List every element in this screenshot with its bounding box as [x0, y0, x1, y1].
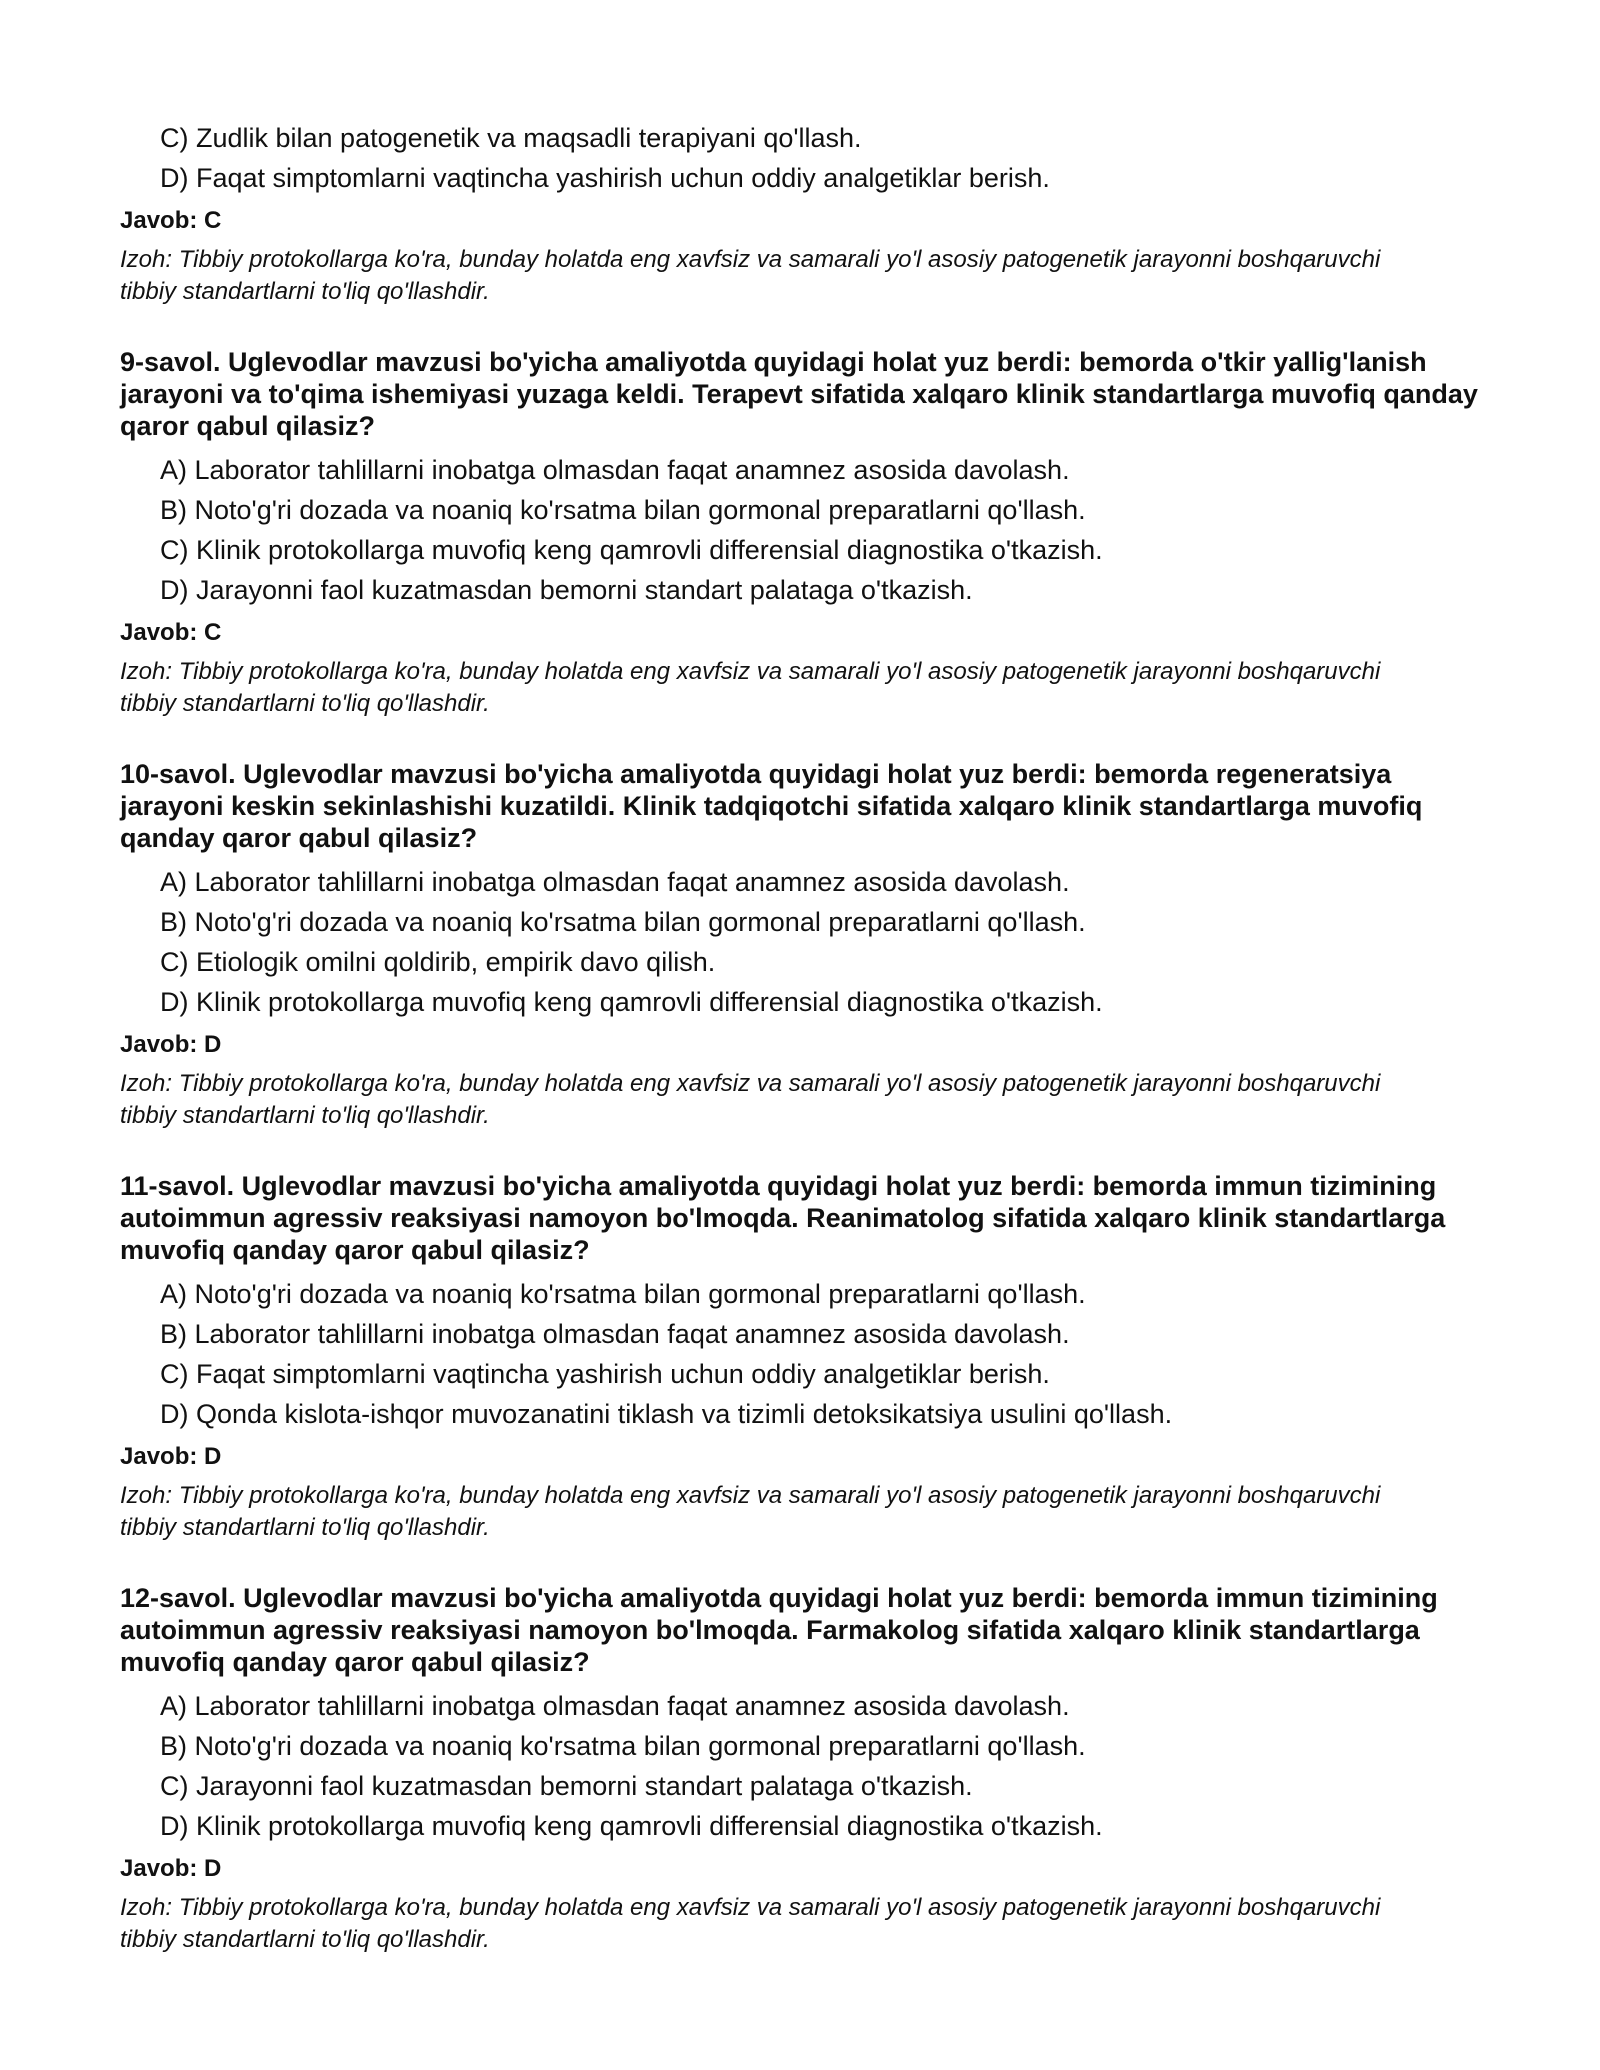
explanation-note: Izoh: Tibbiy protokollarga ko'ra, bunday holatda eng xavfsiz va samarali yo'l asosiy patogenetik jarayonni boshqaruvchi tibbiy standartlarni to'liq qo'llashdir.	[120, 1894, 1381, 1953]
option-c: C) Faqat simptomlarni vaqtincha yashirish uchun oddiy analgetiklar berish.	[160, 1359, 1050, 1389]
option-d: D) Faqat simptomlarni vaqtincha yashirish uchun oddiy analgetiklar berish.	[160, 163, 1050, 193]
option-a: A) Laborator tahlillarni inobatga olmasdan faqat anamnez asosida davolash.	[160, 1691, 1070, 1721]
option-b: B) Noto'g'ri dozada va noaniq ko'rsatma bilan gormonal preparatlarni qo'llash.	[160, 1731, 1086, 1761]
answer-label: Javob: C	[120, 207, 222, 234]
option-d: D) Jarayonni faol kuzatmasdan bemorni standart palataga o'tkazish.	[160, 575, 973, 605]
answer-label: Javob: C	[120, 619, 222, 646]
option-b: B) Noto'g'ri dozada va noaniq ko'rsatma bilan gormonal preparatlarni qo'llash.	[160, 495, 1086, 525]
answer-label: Javob: D	[120, 1443, 222, 1470]
explanation-note: Izoh: Tibbiy protokollarga ko'ra, bunday holatda eng xavfsiz va samarali yo'l asosiy patogenetik jarayonni boshqaruvchi tibbiy standartlarni to'liq qo'llashdir.	[120, 246, 1381, 305]
option-d: D) Klinik protokollarga muvofiq keng qamrovli differensial diagnostika o'tkazish.	[160, 987, 1103, 1017]
option-d: D) Qonda kislota-ishqor muvozanatini tiklash va tizimli detoksikatsiya usulini qo'llash.	[160, 1399, 1173, 1429]
carryover-block	[120, 118, 1500, 308]
explanation-note: Izoh: Tibbiy protokollarga ko'ra, bunday holatda eng xavfsiz va samarali yo'l asosiy patogenetik jarayonni boshqaruvchi tibbiy standartlarni to'liq qo'llashdir.	[120, 1070, 1381, 1129]
option-c: C) Etiologik omilni qoldirib, empirik davo qilish.	[160, 947, 716, 977]
option-a: A) Laborator tahlillarni inobatga olmasdan faqat anamnez asosida davolash.	[160, 455, 1070, 485]
question-text: 11-savol. Uglevodlar mavzusi bo'yicha amaliyotda quyidagi holat yuz berdi: bemorda immun tizimining autoimmun agressiv reaksiyasi namoyon bo'lmoqda. Reanimatolog sifatida xalqaro klinik standartlarga muvofiq qanday qaror qabul qilasiz?	[120, 1171, 1446, 1265]
question-text: 12-savol. Uglevodlar mavzusi bo'yicha amaliyotda quyidagi holat yuz berdi: bemorda immun tizimining autoimmun agressiv reaksiyasi namoyon bo'lmoqda. Farmakolog sifatida xalqaro klinik standartlarga muvofiq qanday qaror qabul qilasiz?	[120, 1583, 1438, 1677]
option-c: C) Jarayonni faol kuzatmasdan bemorni standart palataga o'tkazish.	[160, 1771, 973, 1801]
question-text: 10-savol. Uglevodlar mavzusi bo'yicha amaliyotda quyidagi holat yuz berdi: bemorda regeneratsiya jarayoni keskin sekinlashishi kuzatildi. Klinik tadqiqotchi sifatida xalqaro klinik standartlarga muvofiq qanday qaror qabul qilasiz?	[120, 759, 1423, 853]
document-page	[120, 118, 1500, 1956]
explanation-note: Izoh: Tibbiy protokollarga ko'ra, bunday holatda eng xavfsiz va samarali yo'l asosiy patogenetik jarayonni boshqaruvchi tibbiy standartlarni to'liq qo'llashdir.	[120, 1482, 1381, 1541]
option-d: D) Klinik protokollarga muvofiq keng qamrovli differensial diagnostika o'tkazish.	[160, 1811, 1103, 1841]
option-a: A) Laborator tahlillarni inobatga olmasdan faqat anamnez asosida davolash.	[160, 867, 1070, 897]
explanation-note: Izoh: Tibbiy protokollarga ko'ra, bunday holatda eng xavfsiz va samarali yo'l asosiy patogenetik jarayonni boshqaruvchi tibbiy standartlarni to'liq qo'llashdir.	[120, 658, 1381, 717]
option-c: C) Klinik protokollarga muvofiq keng qamrovli differensial diagnostika o'tkazish.	[160, 535, 1103, 565]
question-10	[120, 758, 1500, 1132]
question-11	[120, 1170, 1500, 1544]
answer-label: Javob: D	[120, 1855, 222, 1882]
question-9	[120, 346, 1500, 720]
option-b: B) Laborator tahlillarni inobatga olmasdan faqat anamnez asosida davolash.	[160, 1319, 1070, 1349]
question-text: 9-savol. Uglevodlar mavzusi bo'yicha amaliyotda quyidagi holat yuz berdi: bemorda o'tkir yallig'lanish jarayoni va to'qima ishemiyasi yuzaga keldi. Terapevt sifatida xalqaro klinik standartlarga muvofiq qanday qaror qabul qilasiz?	[120, 347, 1478, 441]
question-12	[120, 1582, 1500, 1956]
answer-label: Javob: D	[120, 1031, 222, 1058]
option-a: A) Noto'g'ri dozada va noaniq ko'rsatma bilan gormonal preparatlarni qo'llash.	[160, 1279, 1086, 1309]
option-c: C) Zudlik bilan patogenetik va maqsadli terapiyani qo'llash.	[160, 123, 862, 153]
option-b: B) Noto'g'ri dozada va noaniq ko'rsatma bilan gormonal preparatlarni qo'llash.	[160, 907, 1086, 937]
